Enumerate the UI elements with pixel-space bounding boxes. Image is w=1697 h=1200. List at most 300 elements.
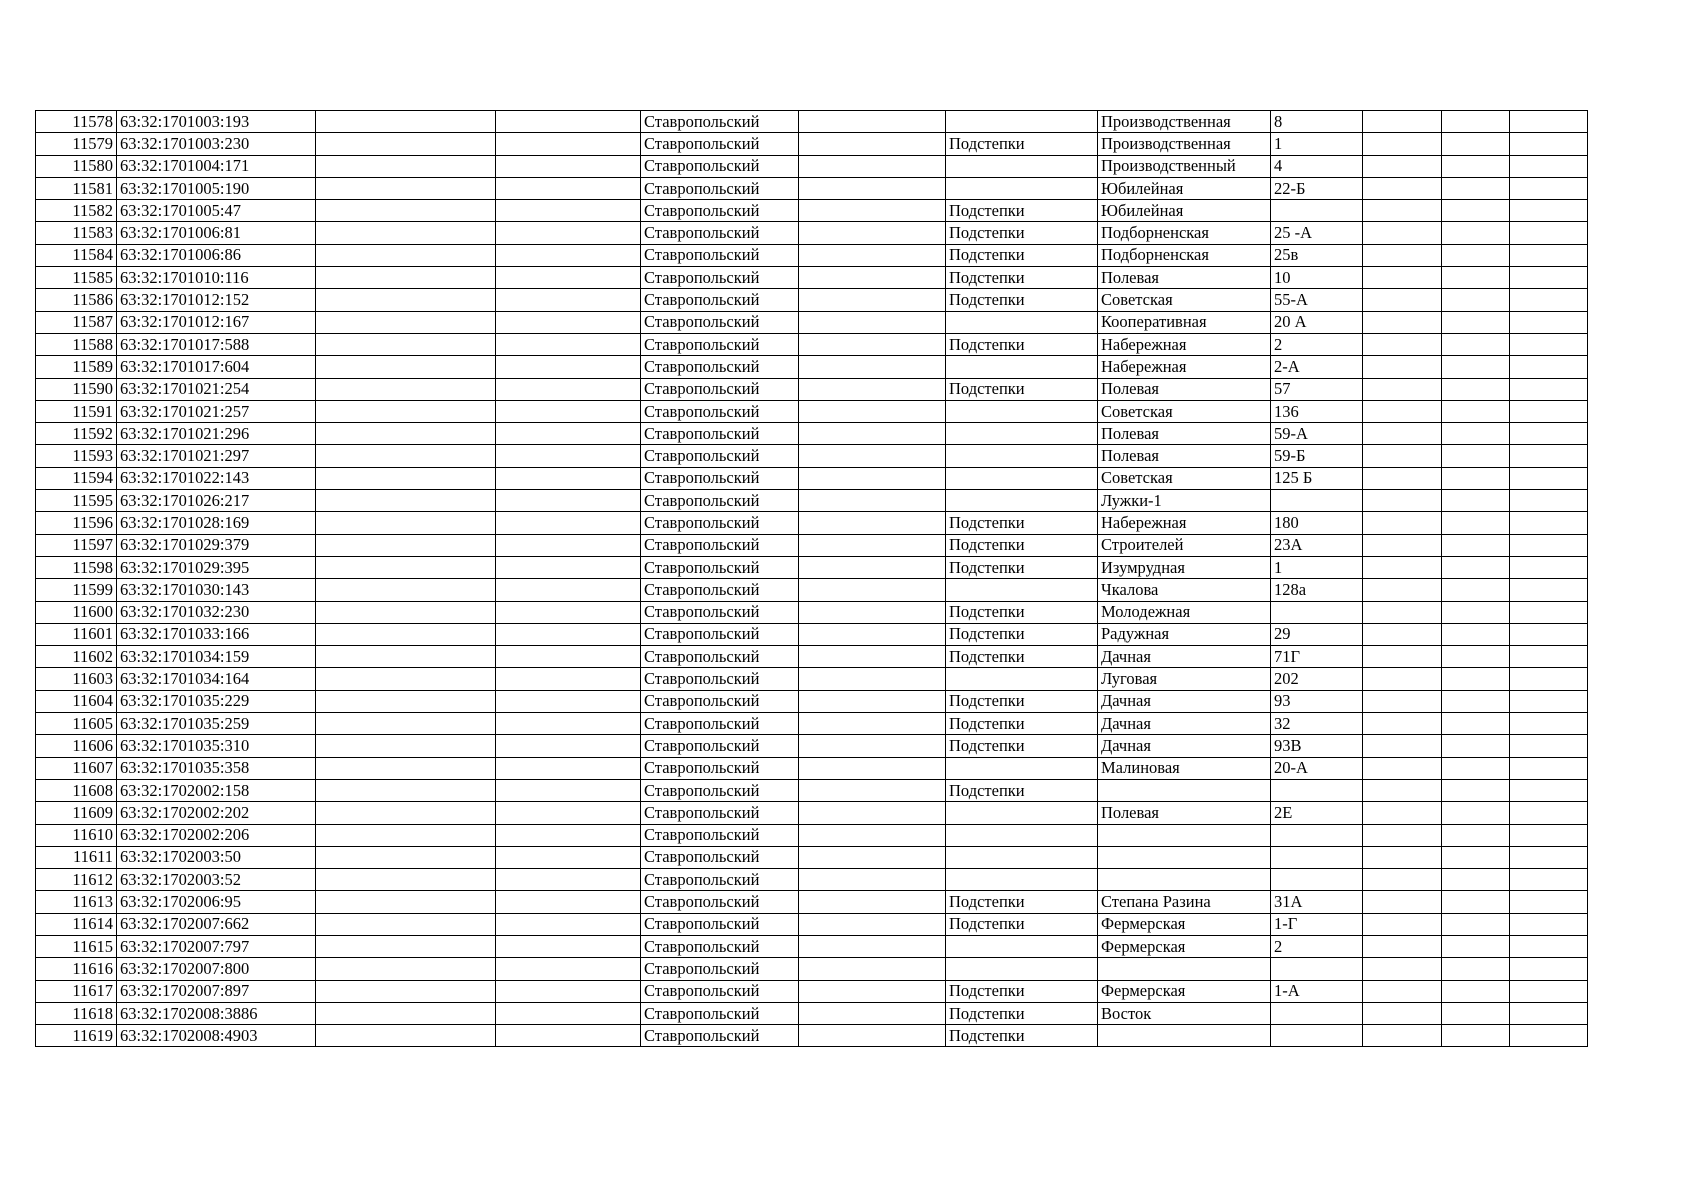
table-row [36, 735, 1588, 757]
district-cell: Ставропольский [641, 1002, 799, 1024]
cadastral-number-cell: 63:32:1701034:159 [117, 646, 316, 668]
locality-cell [946, 757, 1098, 779]
cadastral-number-cell: 63:32:1701012:167 [117, 311, 316, 333]
empty-cell [1363, 267, 1442, 289]
empty-cell [496, 200, 641, 222]
cadastral-number-cell: 63:32:1701021:296 [117, 423, 316, 445]
cadastral-number-cell: 63:32:1701026:217 [117, 490, 316, 512]
empty-cell [1510, 244, 1588, 266]
empty-cell [1510, 133, 1588, 155]
table-row [36, 111, 1588, 133]
district-cell: Ставропольский [641, 445, 799, 467]
empty-cell [496, 958, 641, 980]
street-cell: Фермерская [1098, 980, 1271, 1002]
street-cell: Фермерская [1098, 913, 1271, 935]
empty-cell [316, 935, 496, 957]
locality-cell: Подстепки [946, 1002, 1098, 1024]
empty-cell [1363, 556, 1442, 578]
empty-cell [1363, 512, 1442, 534]
table-row [36, 133, 1588, 155]
empty-cell [496, 311, 641, 333]
locality-cell: Подстепки [946, 891, 1098, 913]
empty-cell [1510, 356, 1588, 378]
locality-cell: Подстепки [946, 244, 1098, 266]
table-row [36, 935, 1588, 957]
locality-cell: Подстепки [946, 646, 1098, 668]
district-cell: Ставропольский [641, 802, 799, 824]
house-number-cell: 31А [1271, 891, 1363, 913]
cadastral-number-cell: 63:32:1701021:257 [117, 400, 316, 422]
empty-cell [1363, 200, 1442, 222]
locality-cell [946, 490, 1098, 512]
cadastral-number-cell: 63:32:1702002:202 [117, 802, 316, 824]
cadastral-number-cell: 63:32:1702006:95 [117, 891, 316, 913]
empty-cell [316, 579, 496, 601]
empty-cell [1363, 222, 1442, 244]
empty-cell [1442, 623, 1510, 645]
empty-cell [1510, 534, 1588, 556]
empty-cell [799, 356, 946, 378]
empty-cell [1363, 378, 1442, 400]
empty-cell [1363, 177, 1442, 199]
empty-cell [496, 802, 641, 824]
district-cell: Ставропольский [641, 333, 799, 355]
empty-cell [316, 690, 496, 712]
cadastral-number-cell: 63:32:1701028:169 [117, 512, 316, 534]
locality-cell [946, 177, 1098, 199]
empty-cell [316, 378, 496, 400]
row-number-cell: 11617 [36, 980, 117, 1002]
row-number-cell: 11578 [36, 111, 117, 133]
empty-cell [1510, 579, 1588, 601]
table-row [36, 512, 1588, 534]
street-cell [1098, 779, 1271, 801]
house-number-cell [1271, 1002, 1363, 1024]
locality-cell: Подстепки [946, 222, 1098, 244]
empty-cell [1363, 1002, 1442, 1024]
table-row [36, 467, 1588, 489]
table-row [36, 601, 1588, 623]
empty-cell [799, 311, 946, 333]
empty-cell [496, 534, 641, 556]
empty-cell [1363, 824, 1442, 846]
street-cell: Набережная [1098, 333, 1271, 355]
empty-cell [316, 668, 496, 690]
house-number-cell [1271, 490, 1363, 512]
street-cell [1098, 958, 1271, 980]
table-row [36, 846, 1588, 868]
house-number-cell [1271, 869, 1363, 891]
empty-cell [799, 423, 946, 445]
empty-cell [1510, 623, 1588, 645]
cadastral-number-cell: 63:32:1701003:193 [117, 111, 316, 133]
empty-cell [316, 155, 496, 177]
empty-cell [1442, 400, 1510, 422]
empty-cell [316, 200, 496, 222]
house-number-cell [1271, 824, 1363, 846]
table-row [36, 177, 1588, 199]
empty-cell [496, 646, 641, 668]
district-cell: Ставропольский [641, 779, 799, 801]
empty-cell [496, 869, 641, 891]
empty-cell [799, 579, 946, 601]
empty-cell [1442, 445, 1510, 467]
row-number-cell: 11580 [36, 155, 117, 177]
empty-cell [496, 913, 641, 935]
empty-cell [1363, 311, 1442, 333]
empty-cell [799, 467, 946, 489]
empty-cell [496, 1025, 641, 1047]
row-number-cell: 11582 [36, 200, 117, 222]
row-number-cell: 11584 [36, 244, 117, 266]
row-number-cell: 11594 [36, 467, 117, 489]
row-number-cell: 11605 [36, 713, 117, 735]
row-number-cell: 11599 [36, 579, 117, 601]
cadastral-number-cell: 63:32:1701005:47 [117, 200, 316, 222]
empty-cell [799, 111, 946, 133]
empty-cell [1510, 512, 1588, 534]
row-number-cell: 11618 [36, 1002, 117, 1024]
empty-cell [1442, 869, 1510, 891]
empty-cell [496, 512, 641, 534]
street-cell: Подборненская [1098, 244, 1271, 266]
locality-cell: Подстепки [946, 378, 1098, 400]
empty-cell [1510, 958, 1588, 980]
empty-cell [1442, 111, 1510, 133]
empty-cell [799, 445, 946, 467]
empty-cell [496, 713, 641, 735]
street-cell: Полевая [1098, 423, 1271, 445]
empty-cell [1363, 467, 1442, 489]
locality-cell [946, 311, 1098, 333]
empty-cell [496, 579, 641, 601]
empty-cell [316, 846, 496, 868]
empty-cell [1510, 601, 1588, 623]
empty-cell [1363, 601, 1442, 623]
empty-cell [1442, 891, 1510, 913]
district-cell: Ставропольский [641, 668, 799, 690]
empty-cell [316, 289, 496, 311]
row-number-cell: 11579 [36, 133, 117, 155]
street-cell: Полевая [1098, 445, 1271, 467]
empty-cell [316, 423, 496, 445]
district-cell: Ставропольский [641, 690, 799, 712]
house-number-cell: 128а [1271, 579, 1363, 601]
district-cell: Ставропольский [641, 400, 799, 422]
row-number-cell: 11614 [36, 913, 117, 935]
empty-cell [799, 512, 946, 534]
table-row [36, 690, 1588, 712]
empty-cell [1363, 980, 1442, 1002]
row-number-cell: 11589 [36, 356, 117, 378]
street-cell: Полевая [1098, 267, 1271, 289]
empty-cell [1510, 556, 1588, 578]
row-number-cell: 11608 [36, 779, 117, 801]
empty-cell [799, 133, 946, 155]
empty-cell [1363, 958, 1442, 980]
empty-cell [1510, 155, 1588, 177]
empty-cell [1363, 891, 1442, 913]
cadastral-number-cell: 63:32:1702002:206 [117, 824, 316, 846]
locality-cell: Подстепки [946, 713, 1098, 735]
street-cell: Советская [1098, 467, 1271, 489]
cadastral-number-cell: 63:32:1702007:800 [117, 958, 316, 980]
district-cell: Ставропольский [641, 467, 799, 489]
empty-cell [1442, 423, 1510, 445]
empty-cell [316, 623, 496, 645]
district-cell: Ставропольский [641, 111, 799, 133]
table-row [36, 378, 1588, 400]
empty-cell [799, 690, 946, 712]
empty-cell [799, 400, 946, 422]
cadastral-number-cell: 63:32:1701005:190 [117, 177, 316, 199]
district-cell: Ставропольский [641, 1025, 799, 1047]
street-cell: Луговая [1098, 668, 1271, 690]
street-cell: Производственный [1098, 155, 1271, 177]
table-row [36, 980, 1588, 1002]
empty-cell [496, 846, 641, 868]
row-number-cell: 11601 [36, 623, 117, 645]
district-cell: Ставропольский [641, 177, 799, 199]
house-number-cell: 4 [1271, 155, 1363, 177]
row-number-cell: 11619 [36, 1025, 117, 1047]
empty-cell [496, 111, 641, 133]
empty-cell [1442, 958, 1510, 980]
empty-cell [316, 646, 496, 668]
row-number-cell: 11586 [36, 289, 117, 311]
empty-cell [1510, 891, 1588, 913]
table-row [36, 646, 1588, 668]
empty-cell [1442, 311, 1510, 333]
empty-cell [316, 779, 496, 801]
empty-cell [1510, 846, 1588, 868]
empty-cell [316, 958, 496, 980]
empty-cell [496, 467, 641, 489]
empty-cell [1363, 579, 1442, 601]
table-row [36, 534, 1588, 556]
street-cell [1098, 1025, 1271, 1047]
street-cell: Полевая [1098, 378, 1271, 400]
empty-cell [316, 467, 496, 489]
empty-cell [496, 378, 641, 400]
district-cell: Ставропольский [641, 378, 799, 400]
locality-cell: Подстепки [946, 779, 1098, 801]
empty-cell [316, 490, 496, 512]
district-cell: Ставропольский [641, 356, 799, 378]
cadastral-number-cell: 63:32:1701017:588 [117, 333, 316, 355]
empty-cell [799, 757, 946, 779]
empty-cell [496, 289, 641, 311]
row-number-cell: 11610 [36, 824, 117, 846]
locality-cell [946, 400, 1098, 422]
locality-cell: Подстепки [946, 690, 1098, 712]
empty-cell [799, 267, 946, 289]
table-row [36, 757, 1588, 779]
empty-cell [1363, 913, 1442, 935]
house-number-cell [1271, 958, 1363, 980]
house-number-cell: 32 [1271, 713, 1363, 735]
cadastral-number-cell: 63:32:1701017:604 [117, 356, 316, 378]
empty-cell [316, 891, 496, 913]
row-number-cell: 11613 [36, 891, 117, 913]
empty-cell [799, 177, 946, 199]
locality-cell [946, 423, 1098, 445]
empty-cell [316, 133, 496, 155]
empty-cell [1442, 244, 1510, 266]
house-number-cell: 180 [1271, 512, 1363, 534]
empty-cell [1363, 846, 1442, 868]
empty-cell [1442, 846, 1510, 868]
empty-cell [1442, 579, 1510, 601]
locality-cell: Подстепки [946, 913, 1098, 935]
empty-cell [1363, 713, 1442, 735]
empty-cell [1442, 467, 1510, 489]
empty-cell [1510, 400, 1588, 422]
table-row [36, 289, 1588, 311]
cadastral-number-cell: 63:32:1701004:171 [117, 155, 316, 177]
empty-cell [1442, 267, 1510, 289]
empty-cell [1442, 356, 1510, 378]
locality-cell [946, 958, 1098, 980]
empty-cell [316, 556, 496, 578]
table-row [36, 244, 1588, 266]
row-number-cell: 11616 [36, 958, 117, 980]
table-row [36, 556, 1588, 578]
empty-cell [496, 133, 641, 155]
empty-cell [799, 646, 946, 668]
table-row [36, 490, 1588, 512]
empty-cell [316, 512, 496, 534]
empty-cell [496, 222, 641, 244]
empty-cell [316, 534, 496, 556]
empty-cell [1510, 267, 1588, 289]
table-row [36, 155, 1588, 177]
empty-cell [799, 244, 946, 266]
cadastral-number-cell: 63:32:1702003:50 [117, 846, 316, 868]
empty-cell [1442, 222, 1510, 244]
empty-cell [1363, 289, 1442, 311]
empty-cell [496, 244, 641, 266]
empty-cell [496, 623, 641, 645]
cadastral-number-cell: 63:32:1701029:395 [117, 556, 316, 578]
table-row [36, 958, 1588, 980]
street-cell: Производственная [1098, 133, 1271, 155]
district-cell: Ставропольский [641, 869, 799, 891]
empty-cell [1510, 467, 1588, 489]
empty-cell [1363, 757, 1442, 779]
locality-cell: Подстепки [946, 980, 1098, 1002]
empty-cell [799, 958, 946, 980]
locality-cell [946, 846, 1098, 868]
registry-table [35, 110, 1588, 1047]
empty-cell [799, 802, 946, 824]
row-number-cell: 11602 [36, 646, 117, 668]
empty-cell [1363, 646, 1442, 668]
locality-cell [946, 467, 1098, 489]
house-number-cell: 59-Б [1271, 445, 1363, 467]
empty-cell [496, 935, 641, 957]
empty-cell [316, 311, 496, 333]
row-number-cell: 11590 [36, 378, 117, 400]
empty-cell [316, 267, 496, 289]
cadastral-number-cell: 63:32:1701035:229 [117, 690, 316, 712]
empty-cell [496, 445, 641, 467]
district-cell: Ставропольский [641, 200, 799, 222]
empty-cell [1363, 869, 1442, 891]
house-number-cell: 25в [1271, 244, 1363, 266]
house-number-cell: 59-А [1271, 423, 1363, 445]
street-cell: Юбилейная [1098, 200, 1271, 222]
empty-cell [1510, 913, 1588, 935]
empty-cell [316, 757, 496, 779]
empty-cell [1510, 869, 1588, 891]
empty-cell [1363, 690, 1442, 712]
empty-cell [799, 333, 946, 355]
street-cell: Набережная [1098, 356, 1271, 378]
house-number-cell [1271, 1025, 1363, 1047]
empty-cell [1510, 935, 1588, 957]
empty-cell [316, 445, 496, 467]
empty-cell [496, 177, 641, 199]
empty-cell [799, 601, 946, 623]
empty-cell [1442, 133, 1510, 155]
table-row [36, 869, 1588, 891]
table-row [36, 668, 1588, 690]
locality-cell: Подстепки [946, 735, 1098, 757]
empty-cell [1442, 690, 1510, 712]
cadastral-number-cell: 63:32:1702007:797 [117, 935, 316, 957]
house-number-cell: 1 [1271, 556, 1363, 578]
locality-cell: Подстепки [946, 200, 1098, 222]
empty-cell [1510, 177, 1588, 199]
empty-cell [799, 713, 946, 735]
house-number-cell: 25 -А [1271, 222, 1363, 244]
empty-cell [1442, 802, 1510, 824]
cadastral-number-cell: 63:32:1702007:897 [117, 980, 316, 1002]
empty-cell [799, 824, 946, 846]
empty-cell [316, 735, 496, 757]
house-number-cell: 71Г [1271, 646, 1363, 668]
row-number-cell: 11598 [36, 556, 117, 578]
locality-cell: Подстепки [946, 601, 1098, 623]
district-cell: Ставропольский [641, 423, 799, 445]
cadastral-number-cell: 63:32:1702003:52 [117, 869, 316, 891]
empty-cell [496, 155, 641, 177]
street-cell: Радужная [1098, 623, 1271, 645]
locality-cell [946, 668, 1098, 690]
cadastral-number-cell: 63:32:1702008:3886 [117, 1002, 316, 1024]
house-number-cell [1271, 601, 1363, 623]
district-cell: Ставропольский [641, 512, 799, 534]
empty-cell [316, 244, 496, 266]
empty-cell [799, 913, 946, 935]
district-cell: Ставропольский [641, 824, 799, 846]
empty-cell [1442, 490, 1510, 512]
street-cell: Дачная [1098, 735, 1271, 757]
empty-cell [1510, 646, 1588, 668]
house-number-cell: 22-Б [1271, 177, 1363, 199]
street-cell: Набережная [1098, 512, 1271, 534]
empty-cell [1510, 668, 1588, 690]
district-cell: Ставропольский [641, 980, 799, 1002]
district-cell: Ставропольский [641, 556, 799, 578]
house-number-cell: 57 [1271, 378, 1363, 400]
empty-cell [496, 1002, 641, 1024]
street-cell: Советская [1098, 400, 1271, 422]
table-body [36, 111, 1588, 1047]
cadastral-number-cell: 63:32:1701021:254 [117, 378, 316, 400]
table-row [36, 891, 1588, 913]
